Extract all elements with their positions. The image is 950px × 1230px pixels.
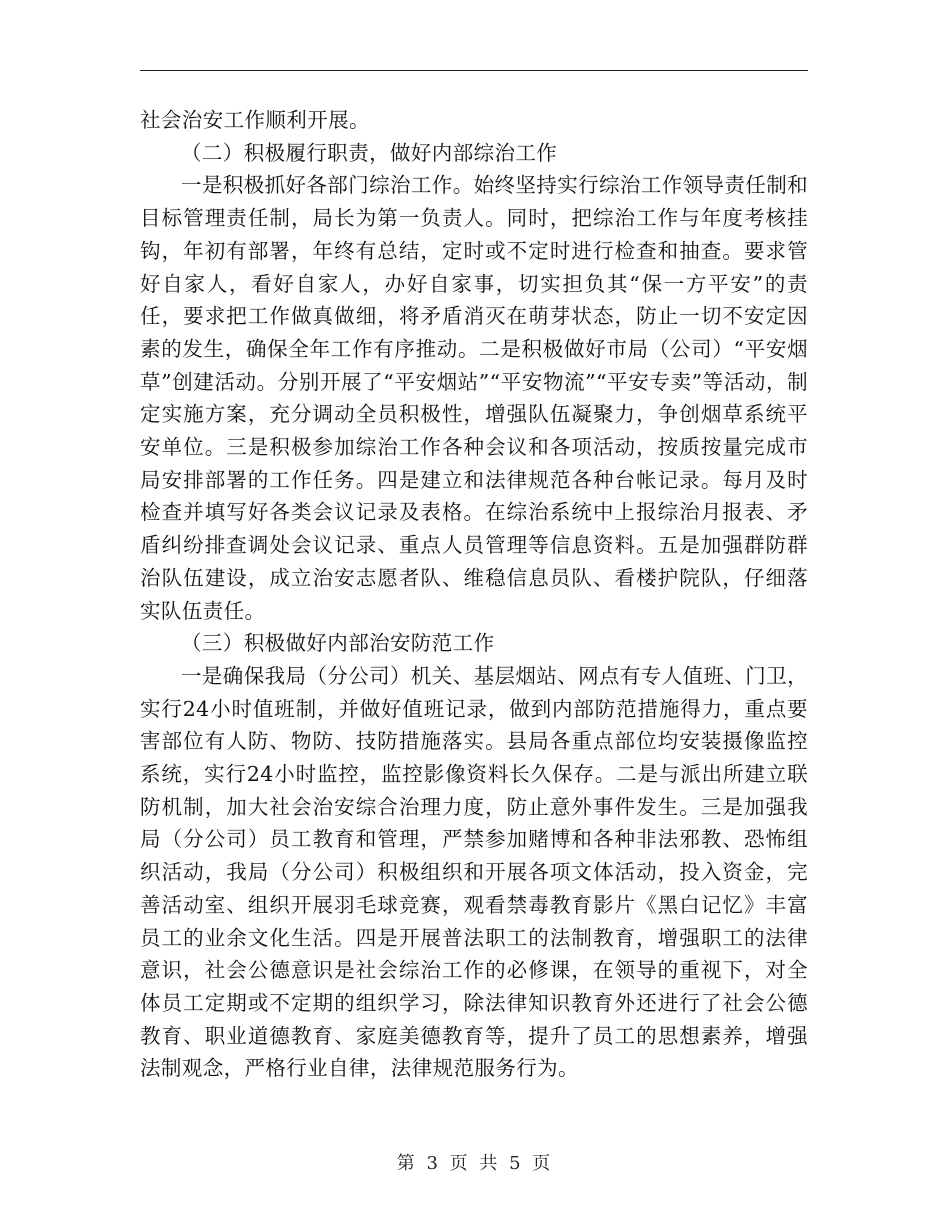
page-number-footer: 第 3 页 共 5 页 [396, 1153, 554, 1174]
continuation-paragraph: 社会治安工作顺利开展。 [140, 108, 370, 132]
body-paragraph-security-prevention: 一是确保我局（分公司）机关、基层烟站、网点有专人值班、门卫，实行24小时值班制，并做好值班记录，做到内部防范措施得力，重点要害部位有人防、物防、技防措施落实。县局各重点部位均安装摄像监控系统，实行24小时监控，监控影像资料长久保存。二是与派出所建立联防机制，加大社会治安综合治理力度，防止意外事件发生。三是加强我局（分公司）员工教育和管理，严禁参加赌博和各种非法邪教、恐怖组织活动，我局（分公司）积极组织和开展各项文体活动，投入资金，完善活动室、组织开展羽毛球竞赛，观看禁毒教育影片《黑白记忆》丰富员工的业余文化生活。四是开展普法职工的法制教育，增强职工的法律意识，社会公德意识是社会综治工作的必修课，在领导的重视下，对全体员工定期或不定期的组织学习，除法律知识教育外还进行了社会公德教育、职业道德教育、家庭美德教育等，提升了员工的思想素养，增强法制观念，严格行业自律，法律规范服务行为。 [140, 663, 808, 1081]
document-body [140, 104, 808, 1085]
header-rule [140, 70, 808, 71]
section-heading-2: （二）积极履行职责，做好内部综治工作 [181, 140, 558, 165]
body-paragraph-internal-governance: 一是积极抓好各部门综治工作。始终坚持实行综治工作领导责任制和目标管理责任制，局长为第一负责人。同时，把综治工作与年度考核挂钩，年初有部署，年终有总结，定时或不定时进行检查和抽查。要求管好自家人，看好自家人，办好自家事，切实担负其“保一方平安”的责任，要求把工作做真做细，将矛盾消灭在萌芽状态，防止一切不安定因素的发生，确保全年工作有序推动。二是积极做好市局（公司）“平安烟草”创建活动。分别开展了“平安烟站”“平安物流”“平安专卖”等活动，制定实施方案，充分调动全员积极性，增强队伍凝聚力，争创烟草系统平安单位。三是积极参加综治工作各种会议和各项活动，按质按量完成市局安排部署的工作任务。四是建立和法律规范各种台帐记录。每月及时检查并填写好各类会议记录及表格。在综治系统中上报综治月报表、矛盾纠纷排查调处会议记录、重点人员管理等信息资料。五是加强群防群治队伍建设，成立治安志愿者队、维稳信息员队、看楼护院队，仔细落实队伍责任。 [140, 173, 808, 623]
section-heading-3: （三）积极做好内部治安防范工作 [181, 631, 495, 656]
